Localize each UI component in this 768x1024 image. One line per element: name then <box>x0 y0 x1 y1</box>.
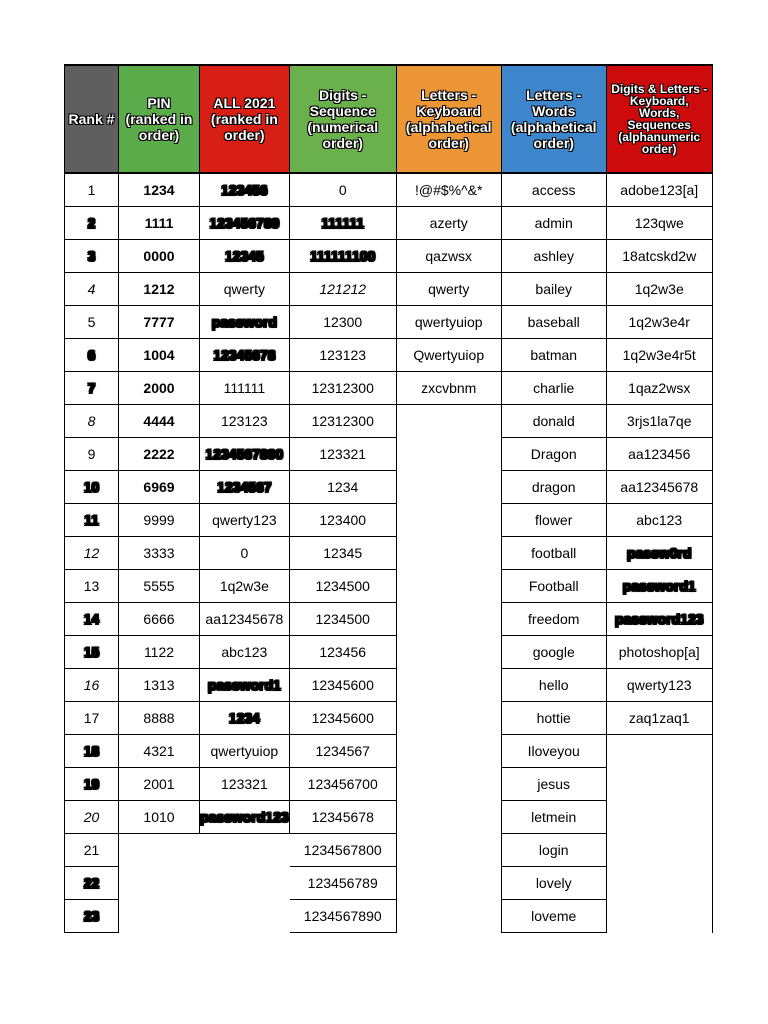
letters-words-cell: charlie <box>501 372 606 405</box>
letters-words-cell: dragon <box>501 471 606 504</box>
table-row <box>65 669 713 702</box>
rank-cell: 21 <box>65 834 119 867</box>
empty-cell <box>119 834 200 867</box>
digits-letters-cell: 3rjs1la7qe <box>606 405 712 438</box>
empty-cell <box>396 603 501 636</box>
table-row <box>65 834 713 867</box>
letters-words-cell: Iloveyou <box>501 735 606 768</box>
all-2021-cell: 123321 <box>200 768 290 801</box>
digits-letters-cell: aa12345678 <box>606 471 712 504</box>
header-digits-letters: Digits & Letters - Keyboard, Words, Sequences (alphanumeric order) <box>606 65 712 173</box>
table-row <box>65 702 713 735</box>
letters-words-cell: lovely <box>501 867 606 900</box>
digits-letters-cell: passw0rd <box>606 537 712 570</box>
table-row <box>65 405 713 438</box>
empty-cell <box>200 867 290 900</box>
empty-cell <box>396 669 501 702</box>
digits-letters-cell: zaq1zaq1 <box>606 702 712 735</box>
letters-words-cell: Dragon <box>501 438 606 471</box>
letters-words-cell: baseball <box>501 306 606 339</box>
digits-letters-cell: 1q2w3e4r5t <box>606 339 712 372</box>
table-row <box>65 537 713 570</box>
table-row <box>65 306 713 339</box>
all-2021-cell: 0 <box>200 537 290 570</box>
empty-cell <box>606 834 712 867</box>
pin-cell: 1111 <box>119 207 200 240</box>
table-row <box>65 768 713 801</box>
digits-sequence-cell: 123321 <box>289 438 396 471</box>
letters-keyboard-cell: azerty <box>396 207 501 240</box>
letters-keyboard-cell: Qwertyuiop <box>396 339 501 372</box>
all-2021-cell: 12345 <box>200 240 290 273</box>
table-row <box>65 636 713 669</box>
letters-words-cell: donald <box>501 405 606 438</box>
digits-sequence-cell: 1234567890 <box>289 900 396 933</box>
digits-sequence-cell: 1234500 <box>289 603 396 636</box>
empty-cell <box>606 735 712 768</box>
pin-cell: 1234 <box>119 173 200 207</box>
rank-cell: 17 <box>65 702 119 735</box>
rank-cell: 11 <box>65 504 119 537</box>
letters-words-cell: loveme <box>501 900 606 933</box>
rank-cell: 1 <box>65 173 119 207</box>
letters-words-cell: letmein <box>501 801 606 834</box>
letters-words-cell: google <box>501 636 606 669</box>
digits-letters-cell: 1q2w3e4r <box>606 306 712 339</box>
digits-sequence-cell: 123456789 <box>289 867 396 900</box>
pin-cell: 9999 <box>119 504 200 537</box>
digits-sequence-cell: 111111 <box>289 207 396 240</box>
digits-sequence-cell: 0 <box>289 173 396 207</box>
letters-words-cell: jesus <box>501 768 606 801</box>
empty-cell <box>396 834 501 867</box>
table-row <box>65 173 713 207</box>
rank-cell: 16 <box>65 669 119 702</box>
letters-words-cell: football <box>501 537 606 570</box>
digits-sequence-cell: 12312300 <box>289 405 396 438</box>
letters-words-cell: access <box>501 173 606 207</box>
pin-cell: 2001 <box>119 768 200 801</box>
table-row <box>65 339 713 372</box>
all-2021-cell: password <box>200 306 290 339</box>
all-2021-cell: 1234567890 <box>200 438 290 471</box>
pin-cell: 2222 <box>119 438 200 471</box>
pin-cell: 1004 <box>119 339 200 372</box>
digits-letters-cell: photoshop[a] <box>606 636 712 669</box>
header-row <box>65 65 713 173</box>
all-2021-cell: 123123 <box>200 405 290 438</box>
all-2021-cell: abc123 <box>200 636 290 669</box>
letters-keyboard-cell: zxcvbnm <box>396 372 501 405</box>
digits-letters-cell: 1q2w3e <box>606 273 712 306</box>
all-2021-cell: qwertyuiop <box>200 735 290 768</box>
digits-letters-cell: aa123456 <box>606 438 712 471</box>
empty-cell <box>606 768 712 801</box>
rank-cell: 23 <box>65 900 119 933</box>
digits-letters-cell: 18atcskd2w <box>606 240 712 273</box>
letters-words-cell: flower <box>501 504 606 537</box>
pin-cell: 0000 <box>119 240 200 273</box>
empty-cell <box>396 702 501 735</box>
letters-words-cell: freedom <box>501 603 606 636</box>
table-row <box>65 801 713 834</box>
rank-cell: 13 <box>65 570 119 603</box>
digits-letters-cell: 1qaz2wsx <box>606 372 712 405</box>
all-2021-cell: 111111 <box>200 372 290 405</box>
pin-cell: 3333 <box>119 537 200 570</box>
digits-letters-cell: 123qwe <box>606 207 712 240</box>
empty-cell <box>396 867 501 900</box>
letters-keyboard-cell: qwertyuiop <box>396 306 501 339</box>
digits-letters-cell: password1 <box>606 570 712 603</box>
pin-cell: 1010 <box>119 801 200 834</box>
digits-sequence-cell: 12345600 <box>289 702 396 735</box>
all-2021-cell: 123456789 <box>200 207 290 240</box>
all-2021-cell: password123 <box>200 801 290 834</box>
all-2021-cell: 1234 <box>200 702 290 735</box>
table-row <box>65 471 713 504</box>
empty-cell <box>396 537 501 570</box>
table-row <box>65 207 713 240</box>
pin-cell: 8888 <box>119 702 200 735</box>
rank-cell: 8 <box>65 405 119 438</box>
empty-cell <box>606 867 712 900</box>
header-digits-sequence: Digits - Sequence (numerical order) <box>289 65 396 173</box>
letters-words-cell: batman <box>501 339 606 372</box>
digits-sequence-cell: 123456 <box>289 636 396 669</box>
letters-words-cell: admin <box>501 207 606 240</box>
table-row <box>65 273 713 306</box>
all-2021-cell: 12345678 <box>200 339 290 372</box>
empty-cell <box>119 900 200 933</box>
header-pin: PIN (ranked in order) <box>119 65 200 173</box>
empty-cell <box>200 900 290 933</box>
letters-keyboard-cell: !@#$%^&* <box>396 173 501 207</box>
rank-cell: 6 <box>65 339 119 372</box>
digits-sequence-cell: 12345 <box>289 537 396 570</box>
table-row <box>65 504 713 537</box>
empty-cell <box>200 834 290 867</box>
rank-cell: 10 <box>65 471 119 504</box>
password-table <box>64 64 713 933</box>
empty-cell <box>119 867 200 900</box>
empty-cell <box>606 801 712 834</box>
all-2021-cell: aa12345678 <box>200 603 290 636</box>
empty-cell <box>396 768 501 801</box>
rank-cell: 18 <box>65 735 119 768</box>
empty-cell <box>396 405 501 438</box>
all-2021-cell: 1q2w3e <box>200 570 290 603</box>
letters-words-cell: login <box>501 834 606 867</box>
all-2021-cell: password1 <box>200 669 290 702</box>
digits-sequence-cell: 12345600 <box>289 669 396 702</box>
table-row <box>65 240 713 273</box>
digits-letters-cell: qwerty123 <box>606 669 712 702</box>
pin-cell: 4444 <box>119 405 200 438</box>
pin-cell: 2000 <box>119 372 200 405</box>
rank-cell: 15 <box>65 636 119 669</box>
header-rank: Rank # <box>65 65 119 173</box>
rank-cell: 5 <box>65 306 119 339</box>
letters-keyboard-cell: qwerty <box>396 273 501 306</box>
pin-cell: 6666 <box>119 603 200 636</box>
empty-cell <box>396 570 501 603</box>
pin-cell: 5555 <box>119 570 200 603</box>
digits-letters-cell: adobe123[a] <box>606 173 712 207</box>
rank-cell: 4 <box>65 273 119 306</box>
digits-sequence-cell: 12345678 <box>289 801 396 834</box>
digits-letters-cell: abc123 <box>606 504 712 537</box>
rank-cell: 22 <box>65 867 119 900</box>
letters-words-cell: Football <box>501 570 606 603</box>
header-letters-words: Letters - Words (alphabetical order) <box>501 65 606 173</box>
empty-cell <box>396 801 501 834</box>
letters-keyboard-cell: qazwsx <box>396 240 501 273</box>
table-row <box>65 570 713 603</box>
empty-cell <box>396 471 501 504</box>
digits-sequence-cell: 1234567800 <box>289 834 396 867</box>
letters-words-cell: hello <box>501 669 606 702</box>
table-row <box>65 438 713 471</box>
pin-cell: 6969 <box>119 471 200 504</box>
digits-sequence-cell: 1234567 <box>289 735 396 768</box>
rank-cell: 20 <box>65 801 119 834</box>
rank-cell: 7 <box>65 372 119 405</box>
letters-words-cell: bailey <box>501 273 606 306</box>
all-2021-cell: qwerty <box>200 273 290 306</box>
digits-sequence-cell: 12312300 <box>289 372 396 405</box>
pin-cell: 1313 <box>119 669 200 702</box>
empty-cell <box>396 504 501 537</box>
digits-sequence-cell: 123456700 <box>289 768 396 801</box>
digits-sequence-cell: 123400 <box>289 504 396 537</box>
digits-sequence-cell: 12300 <box>289 306 396 339</box>
digits-sequence-cell: 111111100 <box>289 240 396 273</box>
pin-cell: 4321 <box>119 735 200 768</box>
empty-cell <box>606 900 712 933</box>
rank-cell: 3 <box>65 240 119 273</box>
all-2021-cell: 123456 <box>200 173 290 207</box>
pin-cell: 1212 <box>119 273 200 306</box>
header-letters-keyboard: Letters - Keyboard (alphabetical order) <box>396 65 501 173</box>
pin-cell: 7777 <box>119 306 200 339</box>
table-row <box>65 867 713 900</box>
table-row <box>65 735 713 768</box>
rank-cell: 2 <box>65 207 119 240</box>
empty-cell <box>396 636 501 669</box>
digits-sequence-cell: 123123 <box>289 339 396 372</box>
digits-sequence-cell: 1234 <box>289 471 396 504</box>
table-row <box>65 372 713 405</box>
rank-cell: 19 <box>65 768 119 801</box>
all-2021-cell: 1234567 <box>200 471 290 504</box>
table-row <box>65 603 713 636</box>
letters-words-cell: hottie <box>501 702 606 735</box>
letters-words-cell: ashley <box>501 240 606 273</box>
empty-cell <box>396 735 501 768</box>
header-all-2021: ALL 2021 (ranked in order) <box>200 65 290 173</box>
empty-cell <box>396 900 501 933</box>
all-2021-cell: qwerty123 <box>200 504 290 537</box>
digits-sequence-cell: 1234500 <box>289 570 396 603</box>
pin-cell: 1122 <box>119 636 200 669</box>
rank-cell: 14 <box>65 603 119 636</box>
digits-letters-cell: password123 <box>606 603 712 636</box>
empty-cell <box>396 438 501 471</box>
digits-sequence-cell: 121212 <box>289 273 396 306</box>
table-row <box>65 900 713 933</box>
rank-cell: 9 <box>65 438 119 471</box>
rank-cell: 12 <box>65 537 119 570</box>
